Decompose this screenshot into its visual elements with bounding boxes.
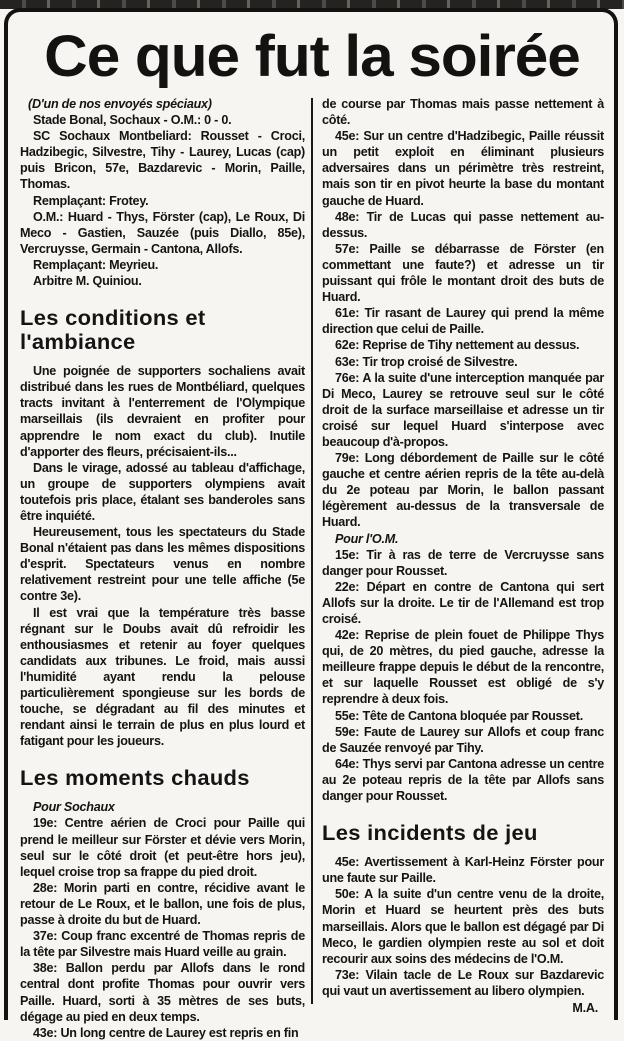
paragraph: Dans le virage, adossé au tableau d'affichage, un groupe de supporters olympiens avait toutefois pris place, étalant ses banderoles sans être inquiété. (20, 460, 305, 523)
paragraph: 55e: Tête de Cantona bloquée par Rousset. (335, 708, 583, 723)
paragraph: SC Sochaux Montbeliard: Rousset - Croci, Hadzibegic, Silvestre, Tihy - Laurey, Lucas (cap) puis Bricon, 57e, Bazdarevic - Morin, Paille, Thomas. (20, 129, 305, 192)
sub-heading: Pour Sochaux (33, 800, 115, 815)
paragraph: Heureusement, tous les spectateurs du Stade Bonal n'étaient pas dans les mêmes dispositions d'esprit. Spectateurs venus en nombre relativement restreint pour une telle affiche (5e contre 3e). (20, 525, 305, 604)
paragraph: 57e: Paille se débarrasse de Förster (en commettant une faute?) et adresse un tir puissant qui frôle le montant droit des buts de Huard. (322, 241, 604, 305)
paragraph: Une poignée de supporters sochaliens avait distribué dans les rues de Montbéliard, quelques tracts invitant à l'enterrement de l'Olympique marseillais (ils devraient en profiter pour apprendre le nom exact du club). Inutile d'apporter des fleurs, précisaient-ils... (20, 364, 305, 459)
paragraph: 38e: Ballon perdu par Allofs dans le rond central dont profite Thomas pour ouvrir vers Paille. Huard, sorti à 35 mètres de ses buts, dégage au pied en deux temps. (20, 961, 305, 1024)
paragraph: 42e: Reprise de plein fouet de Philippe Thys qui, de 20 mètres, du pied gauche, adresse la meilleure frappe depuis le début de la rencontre, et sur laquelle Rousset est obligé de s'y reprendre à deux fois. (322, 628, 604, 707)
paragraph: 59e: Faute de Laurey sur Allofs et coup franc de Sauzée renvoyé par Tihy. (322, 724, 604, 755)
paragraph: 37e: Coup franc excentré de Thomas repris de la tête par Silvestre mais Huard veille au grain. (20, 929, 305, 960)
paragraph: Arbitre M. Quiniou. (33, 274, 142, 289)
paragraph: 22e: Départ en contre de Cantona qui sert Allofs sur la droite. Le tir de l'Allemand est trop croisé. (322, 579, 604, 626)
paragraph: 76e: A la suite d'une interception manquée par Di Meco, Laurey se retrouve seul sur le côté droit de la surface marseillaise et adresse un tir croisé sur lequel Huard s'interpose avec beaucoup d'à-propos. (322, 370, 604, 449)
paragraph: 45e: Avertissement à Karl-Heinz Förster pour une faute sur Paille. (322, 855, 604, 886)
section-heading: Les moments chauds (20, 766, 250, 791)
byline: (D'un de nos envoyés spéciaux) (28, 97, 212, 111)
paragraph: Stade Bonal, Sochaux - O.M.: 0 - 0. (33, 113, 232, 128)
article-title: Ce que fut la soirée (44, 24, 580, 89)
sub-heading: Pour l'O.M. (335, 531, 399, 546)
paragraph: 50e: A la suite d'un centre venu de la droite, Morin et Huard se heurtent près des buts marseillais. Alors que le ballon est dégagé par Di Meco, le gardien olympien reste au sol et doit recourir aux soins des médecins de l'O.M. (322, 887, 604, 966)
section-heading: Les conditions et l'ambiance (20, 306, 206, 355)
paragraph: 61e: Tir rasant de Laurey qui prend la même direction que celui de Paille. (322, 306, 604, 337)
paragraph: 15e: Tir à ras de terre de Vercruysse sans danger pour Rousset. (322, 547, 604, 578)
column-right (313, 96, 604, 1018)
paragraph: 48e: Tir de Lucas qui passe nettement au-dessus. (322, 209, 604, 240)
paragraph: 73e: Vilain tacle de Le Roux sur Bazdarevic qui vaut un avertissement au libero olympien. (322, 967, 604, 998)
paragraph: de course par Thomas mais passe nettement à côté. (322, 97, 604, 128)
paragraph: 43e: Un long centre de Laurey est repris en fin (33, 1025, 299, 1040)
paragraph: Remplaçant: Meyrieu. (33, 257, 159, 272)
paragraph: 19e: Centre aérien de Croci pour Paille qui prend le meilleur sur Förster et dévie vers Morin, seul sur le côté droit (et peut-être hors jeu), lequel croise trop sa frappe du pied droit. (20, 816, 305, 879)
paragraph: Il est vrai que la température très basse régnant sur le Doubs avait dû refroidir les enthousiasmes et retenir au foyer quelques candidats aux tribunes. Le froid, mais aussi l'humidité ayant rendu la pelouse particulièrement spongieuse sur les bords de touche, se dégradant au fil des minutes et rendant ainsi le terrain de plus en plus lourd et fatigant pour les joueurs. (20, 605, 305, 749)
paragraph: O.M.: Huard - Thys, Förster (cap), Le Roux, Di Meco - Gastien, Sauzée (puis Diallo, 85e), Vercruysse, Germain - Cantona, Allofs. (20, 209, 305, 256)
paragraph: 45e: Sur un centre d'Hadzibegic, Paille réussit un petit exploit en éliminant plusieurs adversaires dans un périmètre très restreint, mais son tir en pivot heurte la base du montant gauche de Huard. (322, 129, 604, 208)
article-columns (20, 96, 604, 1040)
article-box (4, 8, 618, 1040)
paragraph: 28e: Morin parti en contre, récidive avant le retour de Le Roux, et le ballon, une fois de plus, passe à droite du but de Huard. (20, 880, 305, 928)
column-left (20, 96, 311, 1040)
paragraph: 63e: Tir trop croisé de Silvestre. (335, 354, 518, 369)
paragraph: 79e: Long débordement de Paille sur le côté gauche et centre aérien repris de la tête au-delà du 2e poteau par Morin, le ballon passant légèrement au-dessus de la transversale de Huard. (322, 451, 604, 530)
paragraph: 62e: Reprise de Tihy nettement au dessus. (335, 338, 580, 353)
paragraph: 64e: Thys servi par Cantona adresse un centre au 2e poteau repris de la tête par Allofs sans danger pour Rousset. (322, 756, 604, 804)
section-heading: Les incidents de jeu (322, 821, 538, 846)
author-initials: M.A. (572, 1000, 598, 1015)
paragraph: Remplaçant: Frotey. (33, 193, 149, 208)
